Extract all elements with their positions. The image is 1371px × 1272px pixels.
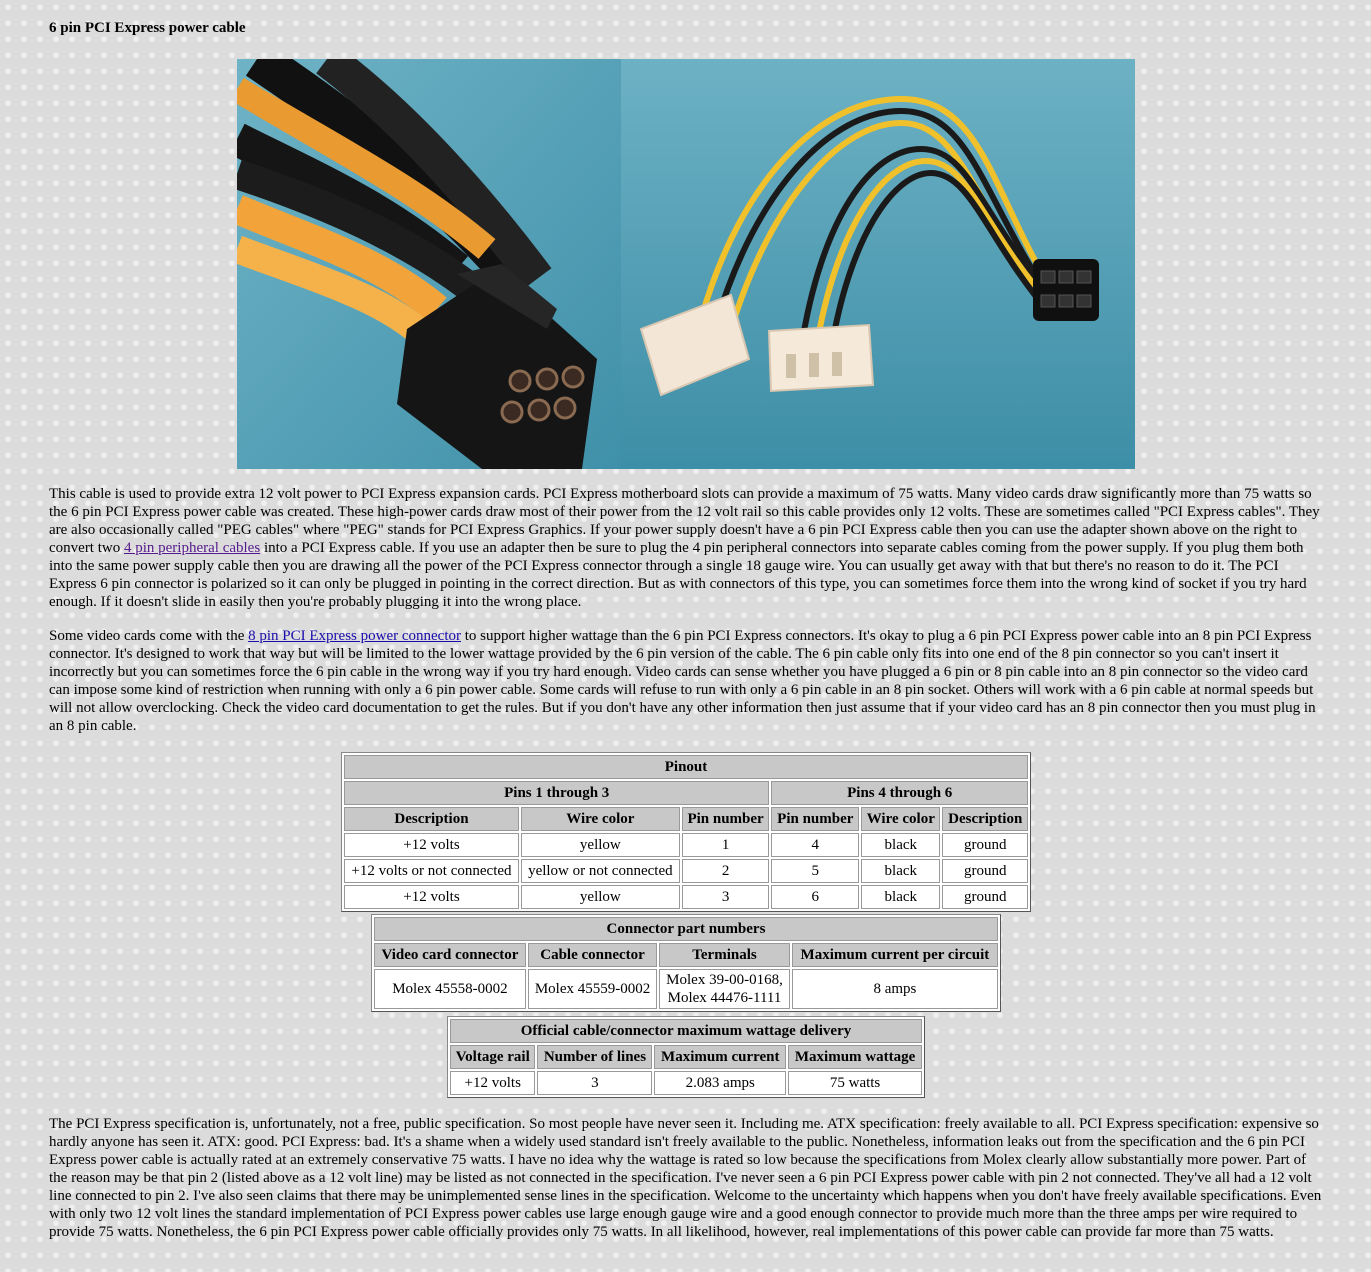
pins-4-6-header: Pins 4 through 6 — [771, 781, 1028, 805]
table-cell: 2 — [682, 859, 770, 883]
photo-pair — [237, 59, 1135, 469]
table-cell: 4 — [771, 833, 859, 857]
intro-text-2: into a PCI Express cable. If you use an adapter then be sure to plug the 4 pin peripheral connectors into separate cables coming from the power supply. If you plug them both into the same power supply cable then you are drawing all the power of the PCI Express connector through a single 18 gauge wire. You can usually get away with that but there's no reason to do it. The PCI Express 6 pin connector is polarized so it can only be plugged in pointing in the correct direction. But as with connectors of this type, you can sometimes force them into the wrong kind of socket if you try hard enough. If it doesn't slide in easily then you're probably plugging it into the wrong place. — [49, 540, 1307, 610]
table-cell: ground — [942, 833, 1028, 857]
part-numbers-table — [371, 914, 1001, 1012]
table-cell: +12 volts — [344, 833, 519, 857]
table-cell: ground — [942, 885, 1028, 909]
table-cell: yellow — [521, 833, 680, 857]
table-cell: +12 volts — [344, 885, 519, 909]
eight-pin-paragraph — [49, 627, 1323, 735]
eight-pin-text-1: Some video cards come with the — [49, 628, 249, 644]
table-cell: 75 watts — [788, 1071, 922, 1095]
column-header: Maximum current — [654, 1045, 786, 1069]
table-cell: Molex 45558-0002 — [374, 969, 526, 1009]
eight-pin-text-2: to support higher wattage than the 6 pin PCI Express connectors. It's okay to plug a 6 pin PCI Express power cable into an 8 pin PCI Express connector. It's designed to work that way but will be limited to the lower wattage provided by the 6 pin version of the cable. The 6 pin cable only fits into one end of the 8 pin connector so you can't insert it incorrectly but you can sometimes force the 6 pin cable in the wrong way if you try hard enough. Video cards can sense whether you have plugged a 6 pin or 8 pin cable into an 8 pin connector so the video card can impose some kind of restriction when running with only a 6 pin power cable. Some cards will refuse to run with only a 6 pin cable in an 8 pin socket. Others will work with a 6 pin cable at normal speeds but will not allow overclocking. Check the video card documentation to get the rules. But if you don't have any other information then just assume that if your video card has an 8 pin connector then you must plug in an 8 pin cable. — [49, 628, 1316, 734]
pins-1-3-header: Pins 1 through 3 — [344, 781, 769, 805]
table-cell: 3 — [682, 885, 770, 909]
terminal-part-1: Molex 39-00-0168, — [666, 972, 783, 988]
wattage-caption: Official cable/connector maximum wattage delivery — [450, 1019, 922, 1043]
adapter-photo — [621, 59, 1135, 469]
column-header: Wire color — [861, 807, 940, 831]
table-cell: 2.083 amps — [654, 1071, 786, 1095]
table-cell: black — [861, 833, 940, 857]
table-row — [344, 859, 1028, 883]
table-row — [450, 1071, 922, 1095]
table-cell: Molex 45559-0002 — [528, 969, 657, 1009]
column-header: Wire color — [521, 807, 680, 831]
column-header: Terminals — [659, 943, 790, 967]
table-row — [344, 833, 1028, 857]
wattage-table — [447, 1016, 925, 1098]
table-cell: 8 amps — [792, 969, 998, 1009]
table-cell: 1 — [682, 833, 770, 857]
column-header: Video card connector — [374, 943, 526, 967]
table-cell: yellow — [521, 885, 680, 909]
column-header: Pin number — [682, 807, 770, 831]
peripheral-cables-link[interactable]: 4 pin peripheral cables — [123, 540, 261, 556]
table-cell: +12 volts — [450, 1071, 535, 1095]
intro-text-1: This cable is used to provide extra 12 volt power to PCI Express expansion cards. PCI Express motherboard slots can provide a maximum of 75 watts. Many video cards draw significantly more than 75 watts so the 6 pin PCI Express power cable was created. These high-power cards draw most of their power from the 12 volt rail so this cable provides only 12 volts. These are sometimes called "PCI Express cables". They are also occasionally called "PEG cables" where "PEG" stands for PCI Express Graphics. If your power supply doesn't have a 6 pin PCI Express cable then you can use the adapter shown above on the right to convert two — [49, 486, 1320, 556]
column-header: Number of lines — [537, 1045, 652, 1069]
column-header: Maximum current per circuit — [792, 943, 998, 967]
column-header: Voltage rail — [450, 1045, 535, 1069]
terminals-cell — [659, 969, 790, 1009]
table-row — [374, 969, 998, 1009]
column-header: Description — [942, 807, 1028, 831]
table-cell: ground — [942, 859, 1028, 883]
table-cell: 3 — [537, 1071, 652, 1095]
terminal-part-2: Molex 44476-1111 — [667, 990, 782, 1006]
table-cell: black — [861, 859, 940, 883]
page-title: 6 pin PCI Express power cable — [49, 20, 246, 36]
column-header: Maximum wattage — [788, 1045, 922, 1069]
table-cell: +12 volts or not connected — [344, 859, 519, 883]
table-row — [344, 885, 1028, 909]
table-cell: black — [861, 885, 940, 909]
specification-paragraph: The PCI Express specification is, unfortunately, not a free, public specification. So most people have never seen it. Including me. ATX specification: freely available to all. PCI Express specification: expensive so hardly anyone has seen it. ATX: good. PCI Express: bad. It's a shame when a widely used standard isn't freely available to the public. Nonetheless, information leaks out from the specification and the 6 pin PCI Express power cable is actually rated at an extremely conservative 75 watts. I have no idea why the wattage is rated so low because the specifications from Molex clearly allow substantially more power. Part of the reason may be that pin 2 (listed above as a 12 volt line) may be listed as not connected in the specification. I've never seen a 6 pin PCI Express power cable with pin 2 not connected. They've all had a 12 volt line connected to pin 2. I've also seen claims that there may be unimplemented sense lines in the specification. Welcome to the uncertainty which happens when you don't have freely available specifications. Even with only two 12 volt lines the standard implementation of PCI Express power cables use large enough gauge wire and a good enough connector to provide much more than the three amps per wire required to provide 75 watts. Nonetheless, the 6 pin PCI Express power cable officially provides only 75 watts. In all likelihood, however, real implementations of this power cable can provide far more than 75 watts. — [49, 1116, 1322, 1240]
intro-paragraph — [49, 485, 1323, 611]
eight-pin-connector-link[interactable]: 8 pin PCI Express power connector — [248, 628, 461, 644]
connector-closeup-photo — [237, 59, 621, 469]
pinout-caption: Pinout — [344, 755, 1028, 779]
pinout-table — [341, 752, 1031, 912]
column-header: Cable connector — [528, 943, 657, 967]
column-header: Pin number — [771, 807, 859, 831]
column-header: Description — [344, 807, 519, 831]
part-numbers-caption: Connector part numbers — [374, 917, 998, 941]
table-cell: 6 — [771, 885, 859, 909]
table-cell: 5 — [771, 859, 859, 883]
table-cell: yellow or not connected — [521, 859, 680, 883]
